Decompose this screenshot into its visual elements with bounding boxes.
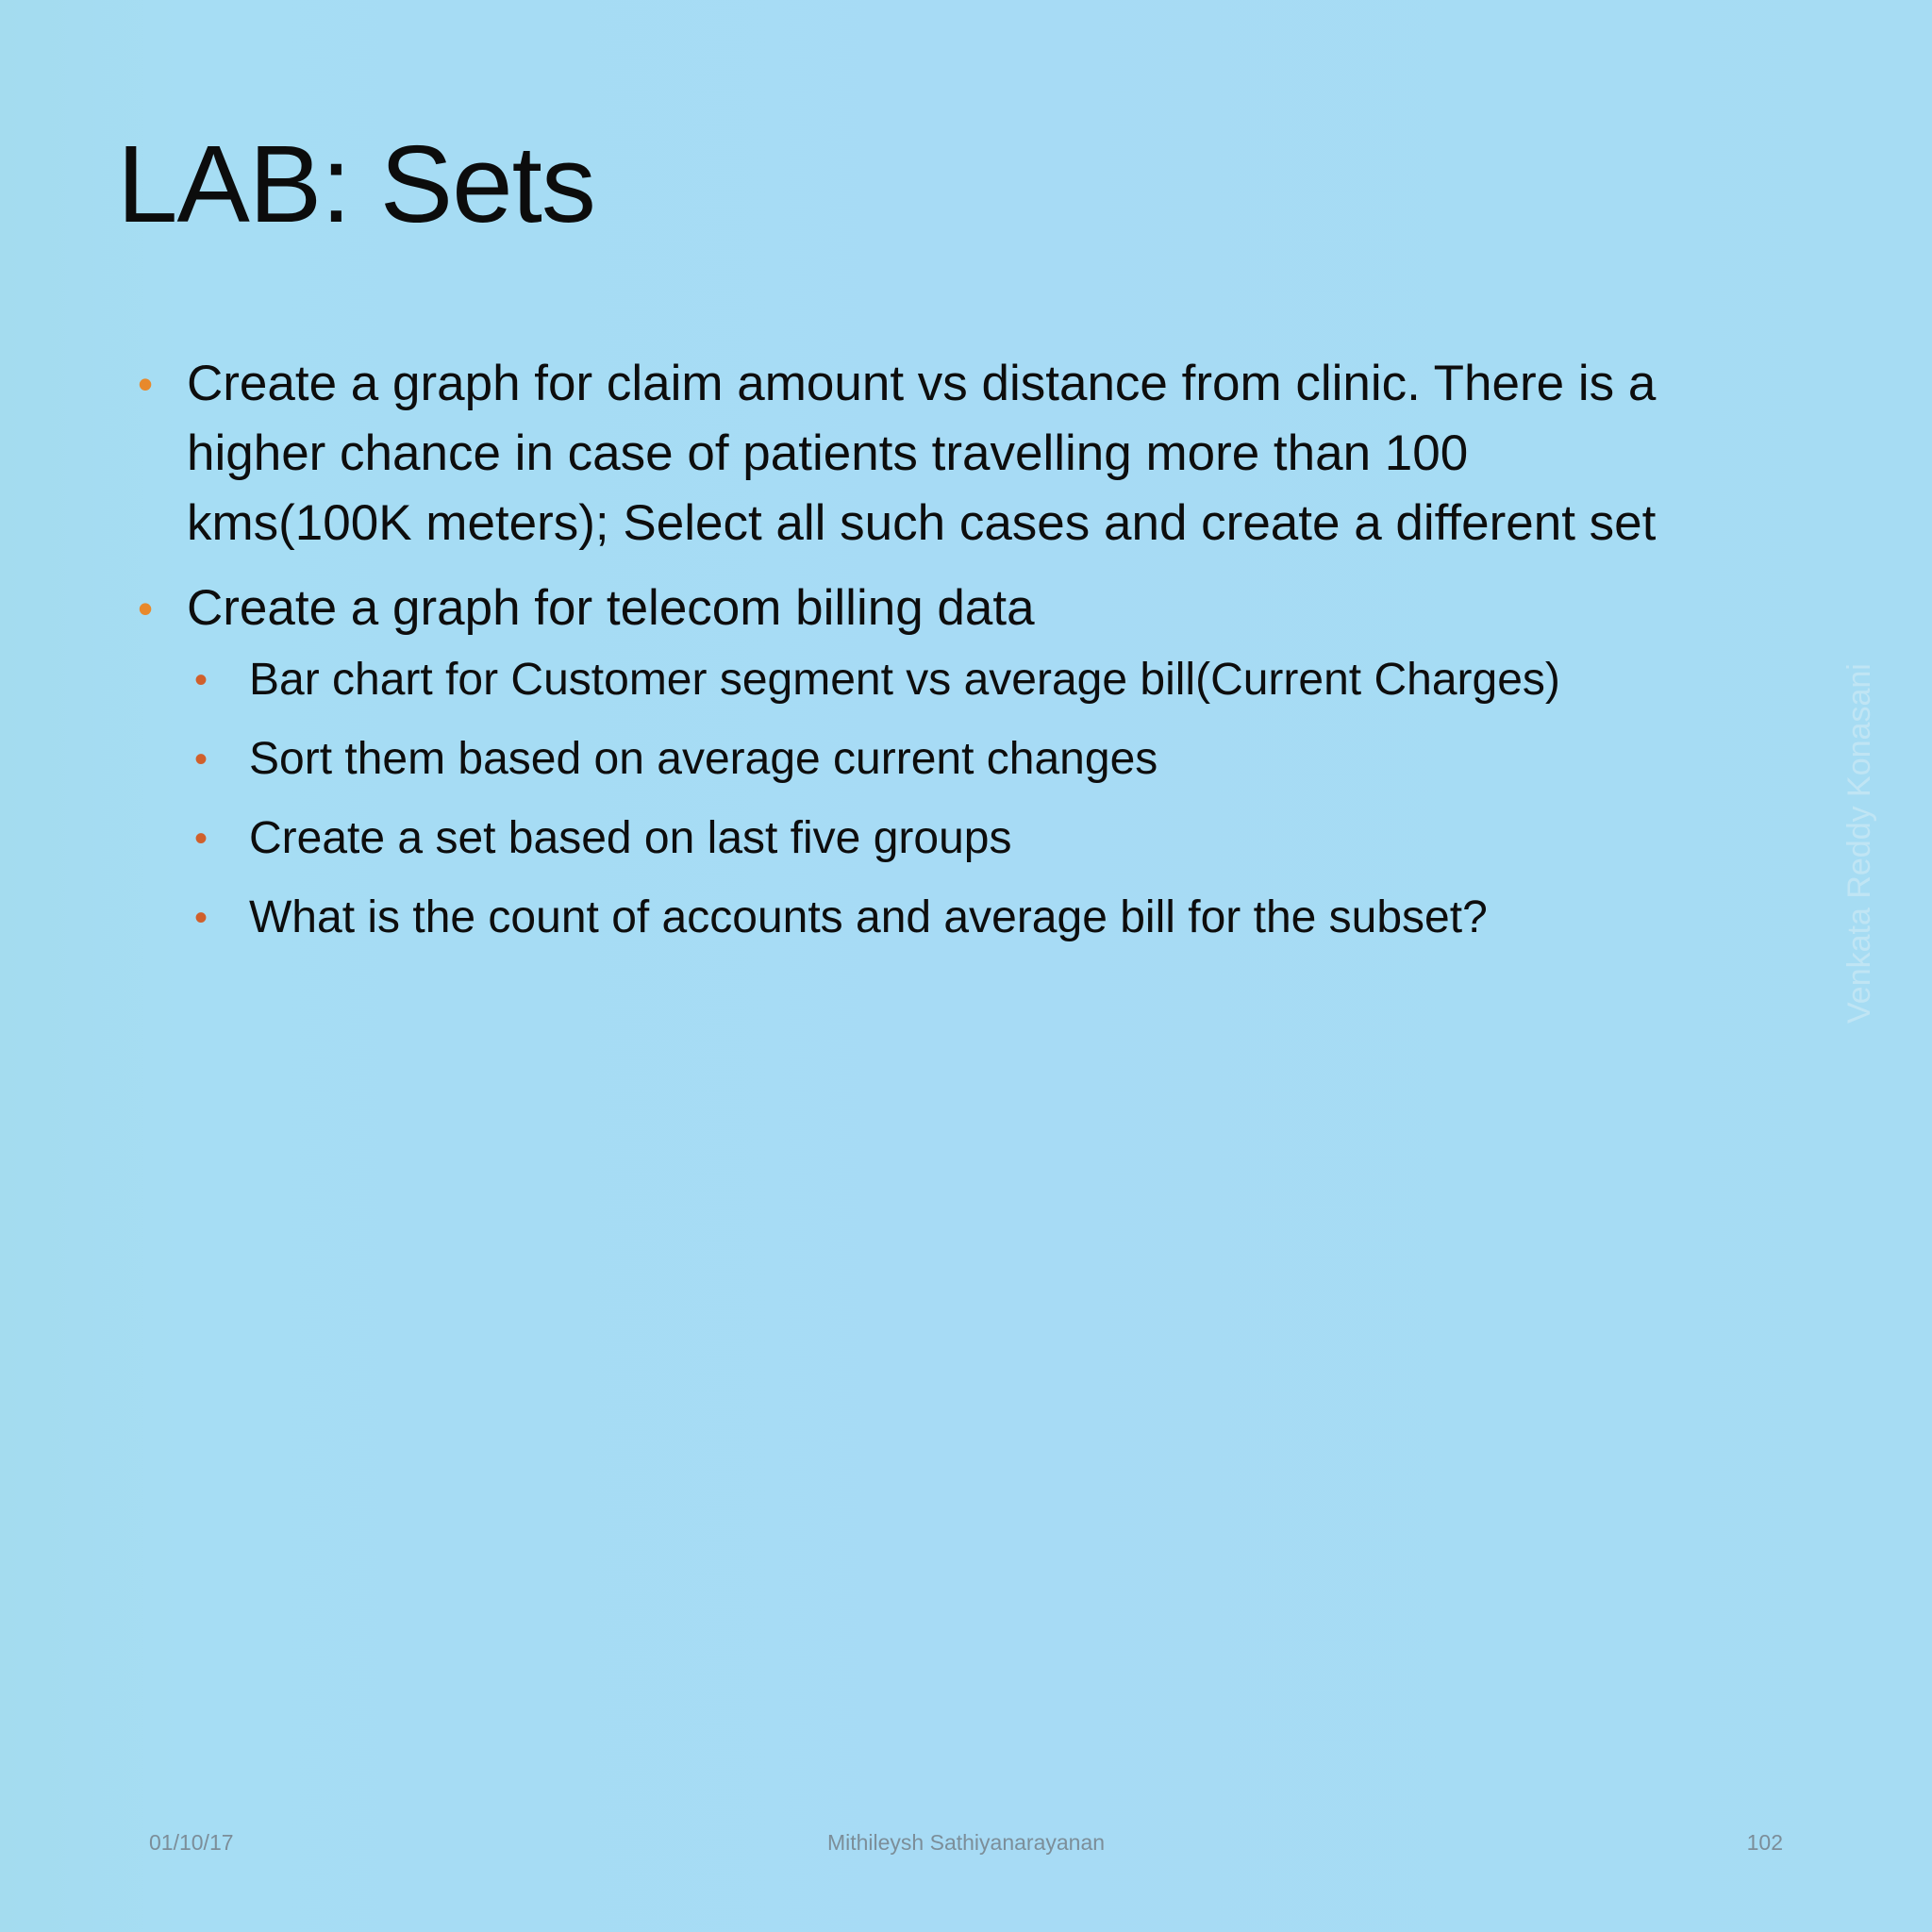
footer-page-number: 102 (1746, 1830, 1783, 1855)
bullet-item (138, 574, 1666, 947)
sub-bullet-dot-icon: • (193, 739, 208, 780)
sub-bullet-dot-icon: • (193, 818, 208, 859)
slide-title: LAB: Sets (117, 123, 595, 245)
bullet-dot-icon: • (138, 584, 154, 633)
sub-bullet-text: Bar chart for Customer segment vs average bill(Current Charges) (249, 655, 1560, 705)
footer-author: Mithileysh Sathiyanarayanan (826, 1830, 1106, 1855)
sub-bullet-item (187, 730, 1666, 789)
bullet-list (138, 349, 1666, 947)
slide-content (138, 349, 1666, 968)
footer-date: 01/10/17 (149, 1830, 234, 1855)
sub-bullet-dot-icon: • (193, 897, 208, 939)
bullet-text: Create a graph for telecom billing data (187, 580, 1035, 636)
bullet-text: Create a graph for claim amount vs distance from clinic. There is a higher chance in case of patients travelling more than 100 kms(100K meters); Select all such cases and create a different set (187, 356, 1657, 551)
sub-bullet-list (187, 651, 1666, 947)
bullet-item (138, 349, 1666, 558)
bullet-dot-icon: • (138, 359, 154, 408)
sub-bullet-dot-icon: • (193, 659, 208, 701)
sub-bullet-text: Sort them based on average current changes (249, 734, 1158, 784)
sub-bullet-text: Create a set based on last five groups (249, 813, 1012, 863)
sub-bullet-text: What is the count of accounts and average bill for the subset? (249, 892, 1488, 942)
watermark: Venkata Reddy Konasani (1841, 663, 1877, 1024)
sub-bullet-item (187, 651, 1666, 709)
sub-bullet-item (187, 809, 1666, 868)
sub-bullet-item (187, 889, 1666, 947)
